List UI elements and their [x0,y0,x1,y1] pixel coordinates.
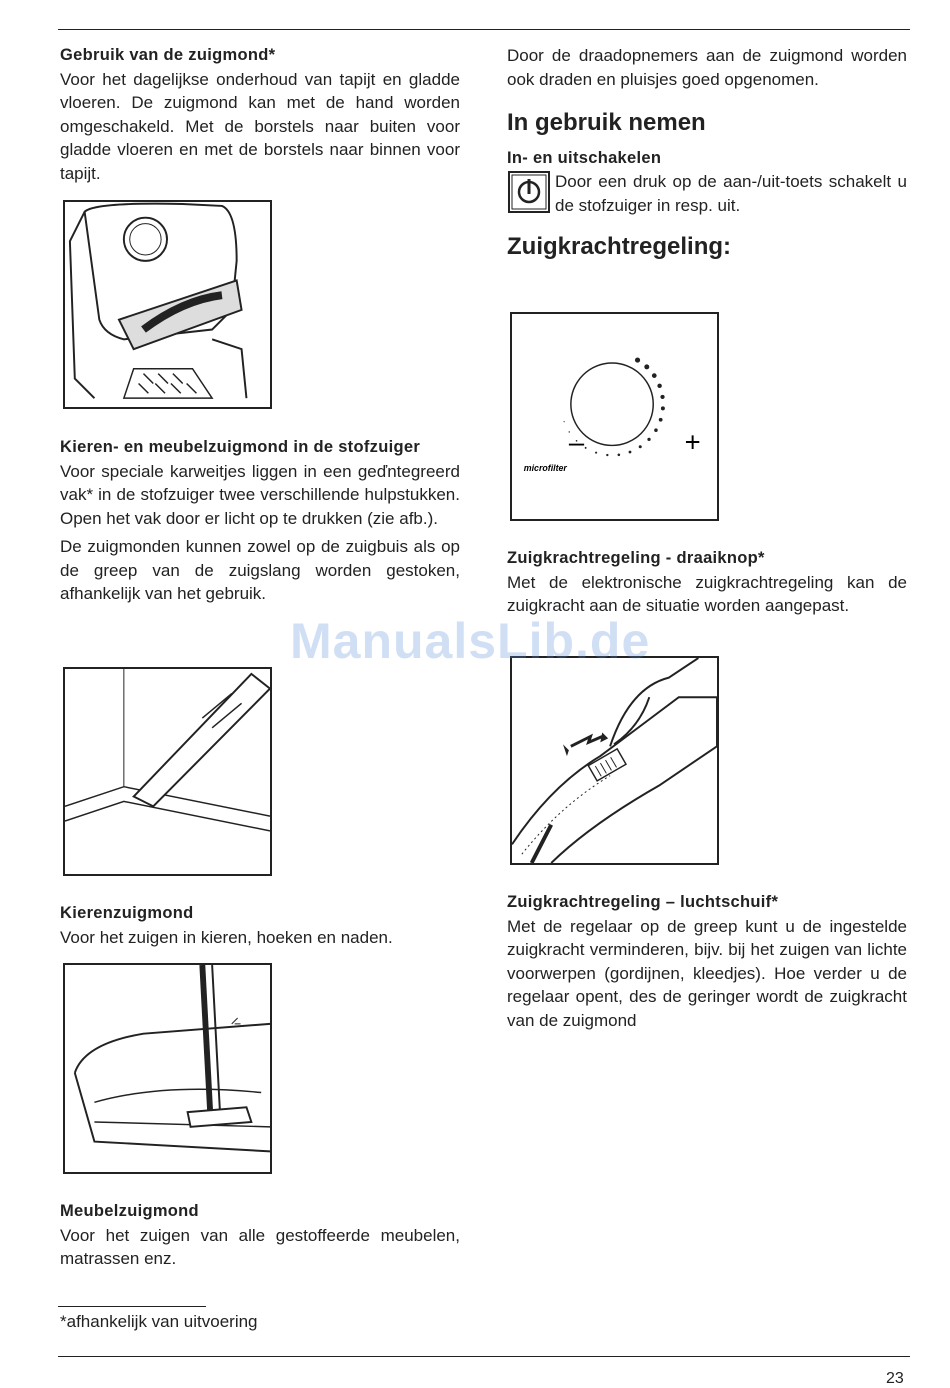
dial-dot [595,452,597,454]
figure-crevice-tool [63,667,272,876]
section-title-draaiknop: Zuigkrachtregeling - draaiknop* [507,549,765,567]
left-column [60,44,460,185]
dial-dot [629,451,632,454]
figure-storage-compartment [63,200,272,409]
bottom-rule [58,1356,910,1357]
dial-dot [654,428,658,432]
section-body-kieren-meubel-1: Voor speciale karweitjes liggen in een geďntegreerd vak* in de stofzuiger twee verschillende hulpstukken. Open het vak door er licht op te drukken (zie afb.). [60,461,460,528]
section-body-kieren-meubel-2: De zuigmonden kunnen zowel op de zuigbuis als op de greep van de zuigslang worden gestoken, afhankelijk van het gebruik. [60,537,460,603]
section-title-kieren-meubel: Kieren- en meubelzuigmond in de stofzuiger [60,438,421,456]
dial-dot [652,373,657,378]
dial-dot [585,447,587,449]
page-number: 23 [886,1370,904,1387]
section-title-meubelzuigmond: Meubelzuigmond [60,1202,199,1220]
power-row [507,170,907,217]
section-body-luchtschuif: Met de regelaar op de greep kunt u de ingestelde zuigkracht verminderen, bijv. bij het zuigen van lichte voorwerpen (gordijnen, kleedjes). Hoe verder u de regelaar opent, des de geringer wordt de zuigkracht van de zuigmond [507,916,907,1030]
power-button-icon [507,170,551,214]
dial-dot [659,418,663,422]
section-body-kierenzuigmond: Voor het zuigen in kieren, hoeken en naden. [60,927,393,947]
figure-air-slider [510,656,719,865]
right-column-3 [507,891,907,1032]
dial-dot [644,364,649,369]
section-title-zuigmond: Gebruik van de zuigmond* [60,46,276,64]
footnote: *afhankelijk van uitvoering [60,1312,258,1331]
right-column-2 [507,547,907,618]
dial-dot [618,453,621,456]
suction-dial-illustration [512,314,717,519]
dial-dot [657,384,661,388]
dial-dot [647,438,650,441]
dial-dot [661,406,665,410]
section-title-in-uitschakelen: In- en uitschakelen [507,148,662,167]
storage-compartment-illustration [65,202,270,407]
left-column-3 [60,902,460,949]
right-column [507,44,907,259]
left-column-2 [60,436,460,606]
section-title-luchtschuif: Zuigkrachtregeling – luchtschuif* [507,893,779,911]
crevice-tool-illustration [65,669,270,874]
figure-dial [510,312,719,521]
air-slider-illustration [512,658,717,863]
dial-minus-label: – [568,426,585,458]
footnote-rule [58,1306,206,1307]
upholstery-tool-illustration [65,965,270,1172]
section-body-meubelzuigmond: Voor het zuigen van alle gestoffeerde meubelen, matrassen enz. [60,1225,460,1268]
section-body-draaiknop: Met de elektronische zuigkrachtregeling kan de zuigkracht aan de situatie worden aangepast. [507,572,907,615]
section-title-kierenzuigmond: Kierenzuigmond [60,904,194,922]
top-rule [58,29,910,30]
section-body-in-uitschakelen: Door een druk op de aan-/uit-toets schakelt u de stofzuiger in resp. uit. [555,172,907,215]
dial-dot [660,395,664,399]
heading-in-gebruik: In gebruik nemen [507,109,706,136]
dial-dot [639,445,642,448]
dial-dot [635,357,640,362]
dial-dot [564,421,565,422]
heading-zuigkrachtregeling: Zuigkrachtregeling: [507,233,732,260]
microfilter-label: microfilter [523,462,567,473]
left-column-4 [60,1200,460,1271]
dial-plus-label: + [684,426,701,458]
figure-upholstery-tool [63,963,272,1174]
intro-text: Door de draadopnemers aan de zuigmond worden ook draden en pluisjes goed opgenomen. [507,46,907,89]
section-body-zuigmond: Voor het dagelijkse onderhoud van tapijt en gladde vloeren. De zuigmond kan met de hand worden omgeschakeld. Met de borstels naar buiten voor gladde vloeren en met de borstels naar binnen voor tapijt. [60,69,460,183]
dial-dot [606,454,608,456]
watermark: ManualsLib.de [290,613,651,669]
